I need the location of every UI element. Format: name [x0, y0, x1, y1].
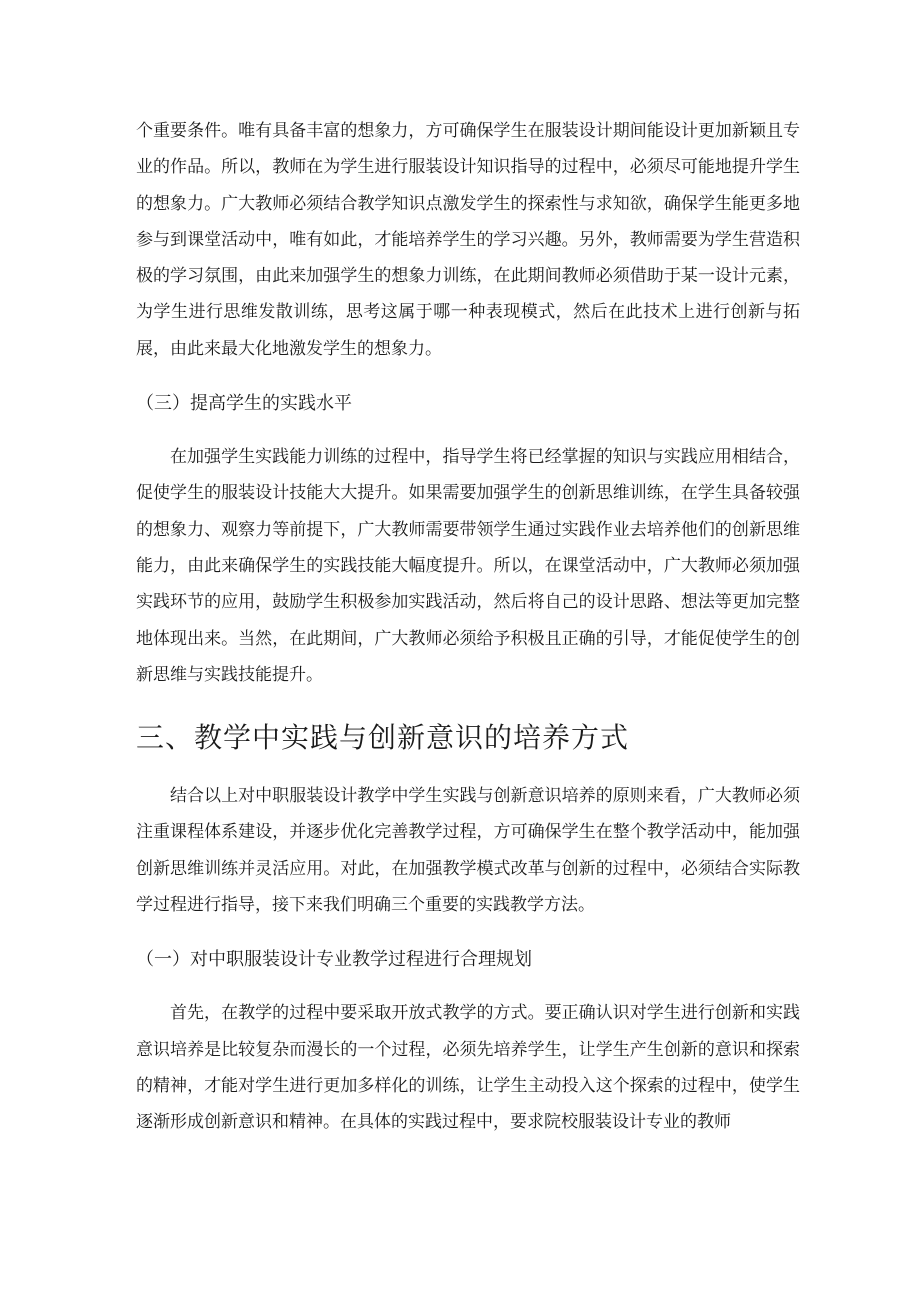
paragraph-practice-training: 在加强学生实践能力训练的过程中，指导学生将已经掌握的知识与实践应用相结合，促使学生的服装设计技能大大提升。如果需要加强学生的创新思维训练，在学生具备较强的想象力、观察力等前提下，广大教师需要带领学生通过实践作业去培养他们的创新思维能力，由此来确保学生的实践技能大幅度提升。所以，在课堂活动中，广大教师必须加强实践环节的应用，鼓励学生积极参加实践活动，然后将自己的设计思路、想法等更加完整地体现出来。当然，在此期间，广大教师必须给予积极且正确的引导，才能促使学生的创新思维与实践技能提升。: [136, 447, 800, 685]
subheading-teaching-planning: （一）对中职服装设计专业教学过程进行合理规划: [136, 949, 532, 971]
paragraph-training-principles: 结合以上对中职服装设计教学中学生实践与创新意识培养的原则来看，广大教师必须注重课程体系建设，并逐步优化完善教学过程，方可确保学生在整个教学活动中，能加强创新思维训练并灵活应用。对此，在加强教学模式改革与创新的过程中，必须结合实际教学过程进行指导，接下来我们明确三个重要的实践教学方法。: [136, 786, 800, 916]
paragraph-open-teaching: 首先，在教学的过程中要采取开放式教学的方式。要正确认识对学生进行创新和实践意识培养是比较复杂而漫长的一个过程，必须先培养学生，让学生产生创新的意识和探索的精神，才能对学生进行更加多样化的训练，让学生主动投入这个探索的过程中，使学生逐渐形成创新意识和精神。在具体的实践过程中，要求院校服装设计专业的教师: [136, 1003, 800, 1133]
section-heading-training-methods: 三、教学中实践与创新意识的培养方式: [136, 721, 630, 755]
subheading-practice-level: （三）提高学生的实践水平: [136, 393, 352, 415]
document-body: [136, 113, 800, 1141]
paragraph-imagination: 个重要条件。唯有具备丰富的想象力，方可确保学生在服装设计期间能设计更加新颖且专业的作品。所以，教师在为学生进行服装设计知识指导的过程中，必须尽可能地提升学生的想象力。广大教师必须结合教学知识点激发学生的探索性与求知欲，确保学生能更多地参与到课堂活动中，唯有如此，才能培养学生的学习兴趣。另外，教师需要为学生营造积极的学习氛围，由此来加强学生的想象力训练，在此期间教师必须借助于某一设计元素，为学生进行思维发散训练，思考这属于哪一种表现模式，然后在此技术上进行创新与拓展，由此来最大化地激发学生的想象力。: [136, 121, 800, 359]
